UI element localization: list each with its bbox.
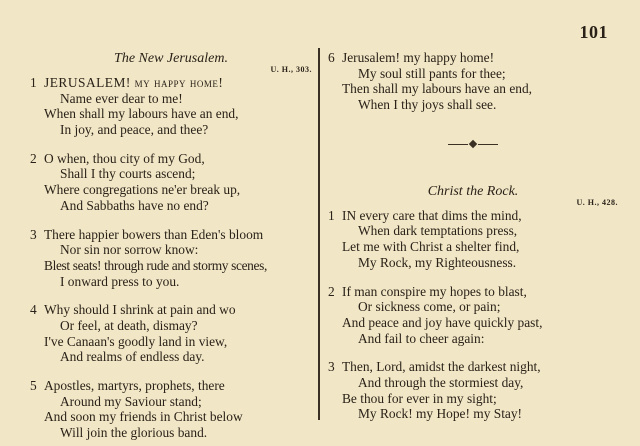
verse-line: And peace and joy have quickly past, (342, 314, 543, 330)
tune-reference: U. H., 303. (270, 65, 312, 74)
verse-line: 6 Jerusalem! my happy home! (328, 50, 495, 65)
verse-number: 3 (328, 359, 335, 375)
verse (30, 378, 312, 441)
verse-line: 3 There happier bowers than Eden's bloom (30, 226, 264, 242)
verse (30, 75, 312, 138)
verse-line: My Rock, my Righteousness. (358, 254, 517, 270)
verse-line: 2 O when, thou city of my God, (30, 150, 205, 166)
verse-line: Where congregations ne'er break up, (44, 182, 241, 198)
verse-line: Nor sin nor sorrow know: (60, 242, 199, 258)
verse-line: And realms of endless day. (60, 349, 205, 365)
hymn-title: The New Jerusalem. (114, 51, 228, 66)
verse-line: 3 Then, Lord, amidst the darkest night, (328, 359, 541, 375)
verse-number: 5 (30, 378, 37, 393)
verse-line: 1 IN every care that dims the mind, (328, 207, 522, 223)
verse-line: Then shall my labours have an end, (342, 81, 533, 97)
verse-number: 2 (328, 283, 335, 299)
verse-number: 2 (30, 150, 37, 166)
verse-line: Let me with Christ a shelter find, (342, 239, 520, 255)
left-column (30, 50, 312, 441)
verse-line: In joy, and peace, and thee? (60, 122, 209, 138)
verse-line: Or sickness come, or pain; (358, 299, 501, 315)
verse (30, 151, 312, 214)
verse-line: Will join the glorious band. (60, 425, 208, 441)
tune-reference: U. H., 428. (576, 197, 618, 207)
verse-line: My soul still pants for thee; (358, 65, 506, 81)
page-number: 101 (579, 22, 608, 42)
verse-line: Be thou for ever in my sight; (342, 390, 497, 406)
verse-line: And fail to cheer again: (358, 330, 485, 346)
verse-number: 3 (30, 226, 37, 242)
verse-line: Or feel, at death, dismay? (60, 317, 198, 333)
right-column (328, 50, 618, 422)
verse-number: 4 (30, 302, 37, 318)
verse (30, 227, 312, 290)
verse (30, 302, 312, 365)
column-divider (318, 48, 320, 420)
verse-line: When dark temptations press, (358, 223, 518, 239)
verse-line: And through the stormiest day, (358, 374, 524, 390)
verse (328, 359, 618, 422)
verse-line: Around my Saviour stand; (60, 393, 202, 409)
verse-line: 2 If man conspire my hopes to blast, (328, 283, 527, 299)
verse-number: 6 (328, 50, 335, 65)
verse-line: 5 Apostles, martyrs, prophets, there (30, 378, 225, 393)
verse-line: I've Canaan's goodly land in view, (44, 333, 228, 349)
verse-line: 4 Why should I shrink at pain and wo (30, 302, 236, 318)
verse-line: Blest seats! through rude and stormy scenes, (44, 257, 267, 273)
verse-number: 1 (30, 75, 37, 90)
verse (328, 50, 618, 113)
verse-line: When I thy joys shall see. (358, 97, 497, 113)
verse-number: 1 (328, 207, 335, 223)
verse-line: And soon my friends in Christ below (44, 409, 243, 425)
verse-line: I onward press to you. (60, 273, 180, 289)
section-ornament (448, 141, 498, 149)
verse-line: My Rock! my Hope! my Stay! (358, 406, 523, 422)
verse-line: 1 JERUSALEM! my happy home! (30, 75, 224, 90)
verse (328, 208, 618, 271)
hymn-title: Christ the Rock. (427, 183, 519, 199)
verse-line: Shall I thy courts ascend; (60, 166, 196, 182)
verse-line: When shall my labours have an end, (44, 106, 239, 122)
verse-line: And Sabbaths have no end? (60, 197, 209, 213)
verse (328, 284, 618, 347)
verse-line: Name ever dear to me! (60, 90, 183, 106)
